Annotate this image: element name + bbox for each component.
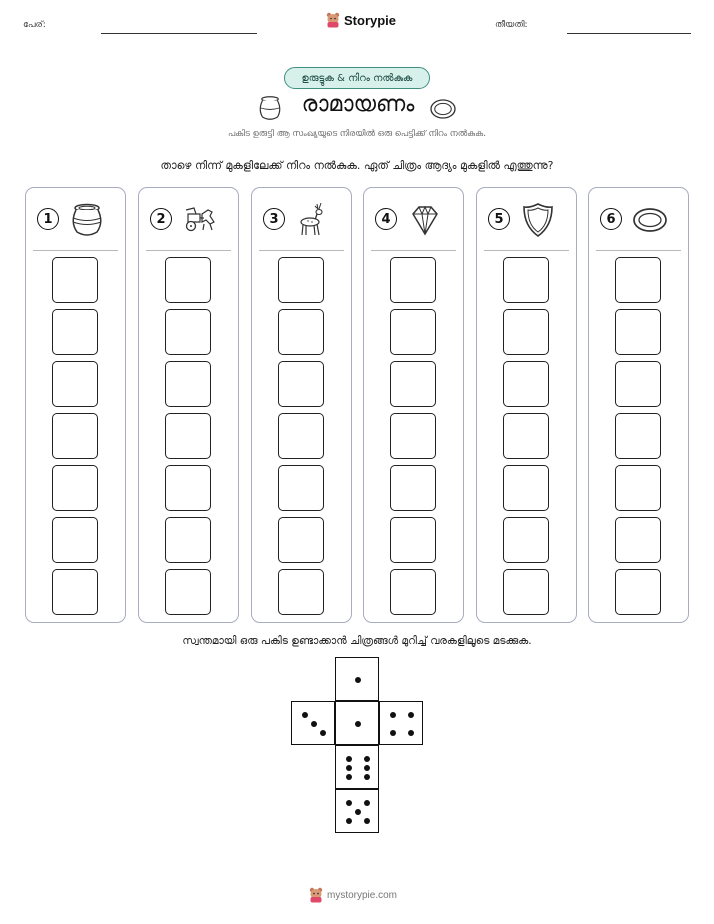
color-box[interactable] (165, 257, 211, 303)
color-box[interactable] (503, 569, 549, 615)
color-box[interactable] (615, 257, 661, 303)
column-6 (588, 187, 689, 623)
color-box[interactable] (278, 569, 324, 615)
footer-url: mystorypie.com (327, 889, 398, 901)
color-box[interactable] (165, 569, 211, 615)
pip (302, 712, 308, 718)
horse-chariot-icon (180, 200, 220, 240)
pip (320, 730, 326, 736)
color-box[interactable] (278, 257, 324, 303)
color-box[interactable] (503, 517, 549, 563)
pip (364, 818, 370, 824)
die-face-right (379, 701, 423, 745)
color-box[interactable] (390, 465, 436, 511)
pip (355, 809, 361, 815)
color-box[interactable] (165, 517, 211, 563)
ring-icon (428, 94, 458, 124)
name-line[interactable] (101, 33, 257, 34)
pip (311, 721, 317, 727)
bear-icon (326, 12, 340, 28)
pip (390, 730, 396, 736)
color-box[interactable] (278, 361, 324, 407)
color-box[interactable] (52, 361, 98, 407)
color-box[interactable] (390, 257, 436, 303)
die-face-center (335, 701, 379, 745)
pip (346, 774, 352, 780)
pip (364, 765, 370, 771)
color-box[interactable] (615, 465, 661, 511)
name-label: പേര്: (23, 20, 46, 30)
subtitle: പകിട ഉരുട്ടി ആ സംഖ്യയുടെ നിരയിൽ ഒരു പെട്ടിക്ക് നിറം നൽകുക. (228, 129, 486, 139)
color-box[interactable] (278, 413, 324, 459)
question-text: താഴെ നിന്ന് മുകളിലേക്ക് നിറം നൽകുക. ഏത് ചിത്രം ആദ്യം മുകളിൽ എത്തുന്നു? (160, 159, 554, 172)
column-1 (25, 187, 126, 623)
color-box[interactable] (390, 309, 436, 355)
pip (346, 818, 352, 824)
column-2 (138, 187, 239, 623)
color-box[interactable] (615, 517, 661, 563)
color-box[interactable] (615, 309, 661, 355)
pip (408, 712, 414, 718)
brand-name: Storypie (344, 12, 397, 28)
pip (346, 765, 352, 771)
color-box[interactable] (278, 517, 324, 563)
pip (346, 800, 352, 806)
pip (355, 677, 361, 683)
column-number: 3 (263, 208, 285, 230)
golden-deer-icon (293, 200, 333, 240)
color-box[interactable] (503, 309, 549, 355)
column-5 (476, 187, 577, 623)
die-face-bottom (335, 789, 379, 833)
bear-icon (309, 887, 323, 903)
column-number: 4 (375, 208, 397, 230)
color-box[interactable] (503, 257, 549, 303)
column-number: 2 (150, 208, 172, 230)
color-box[interactable] (503, 413, 549, 459)
color-box[interactable] (165, 465, 211, 511)
color-box[interactable] (278, 465, 324, 511)
die-face-below-center (335, 745, 379, 789)
color-box[interactable] (165, 309, 211, 355)
column-number: 6 (600, 208, 622, 230)
pip (408, 730, 414, 736)
column-number: 1 (37, 208, 59, 230)
column-4 (363, 187, 464, 623)
shield-icon (518, 200, 558, 240)
color-box[interactable] (52, 465, 98, 511)
color-box[interactable] (615, 569, 661, 615)
die-face-left (291, 701, 335, 745)
column-number: 5 (488, 208, 510, 230)
date-line[interactable] (567, 33, 691, 34)
color-box[interactable] (52, 569, 98, 615)
diamond-icon (405, 200, 445, 240)
color-box[interactable] (390, 361, 436, 407)
color-box[interactable] (52, 309, 98, 355)
footer (309, 887, 397, 903)
color-box[interactable] (615, 413, 661, 459)
brand-logo (326, 12, 396, 28)
color-box[interactable] (503, 465, 549, 511)
pip (346, 756, 352, 762)
ring-icon (630, 200, 670, 240)
activity-badge: ഉരുട്ടുക & നിറം നൽകുക (284, 67, 430, 89)
clay-pot-icon (67, 200, 107, 240)
column-3 (251, 187, 352, 623)
pip (355, 721, 361, 727)
pip (364, 756, 370, 762)
color-box[interactable] (503, 361, 549, 407)
color-box[interactable] (52, 257, 98, 303)
pip (364, 800, 370, 806)
color-box[interactable] (52, 413, 98, 459)
die-face-top (335, 657, 379, 701)
color-box[interactable] (165, 361, 211, 407)
color-box[interactable] (615, 361, 661, 407)
clay-pot-icon (255, 93, 285, 123)
color-box[interactable] (278, 309, 324, 355)
color-box[interactable] (52, 517, 98, 563)
color-box[interactable] (165, 413, 211, 459)
color-box[interactable] (390, 413, 436, 459)
page-title: രാമായണം (301, 92, 415, 117)
color-box[interactable] (390, 569, 436, 615)
instruction-text: സ്വന്തമായി ഒരു പകിട ഉണ്ടാക്കാൻ ചിത്രങ്ങൾ മുറിച്ച് വരകളിലൂടെ മടക്കുക. (182, 635, 532, 647)
pip (364, 774, 370, 780)
date-label: തീയതി: (495, 20, 528, 30)
pip (390, 712, 396, 718)
color-box[interactable] (390, 517, 436, 563)
